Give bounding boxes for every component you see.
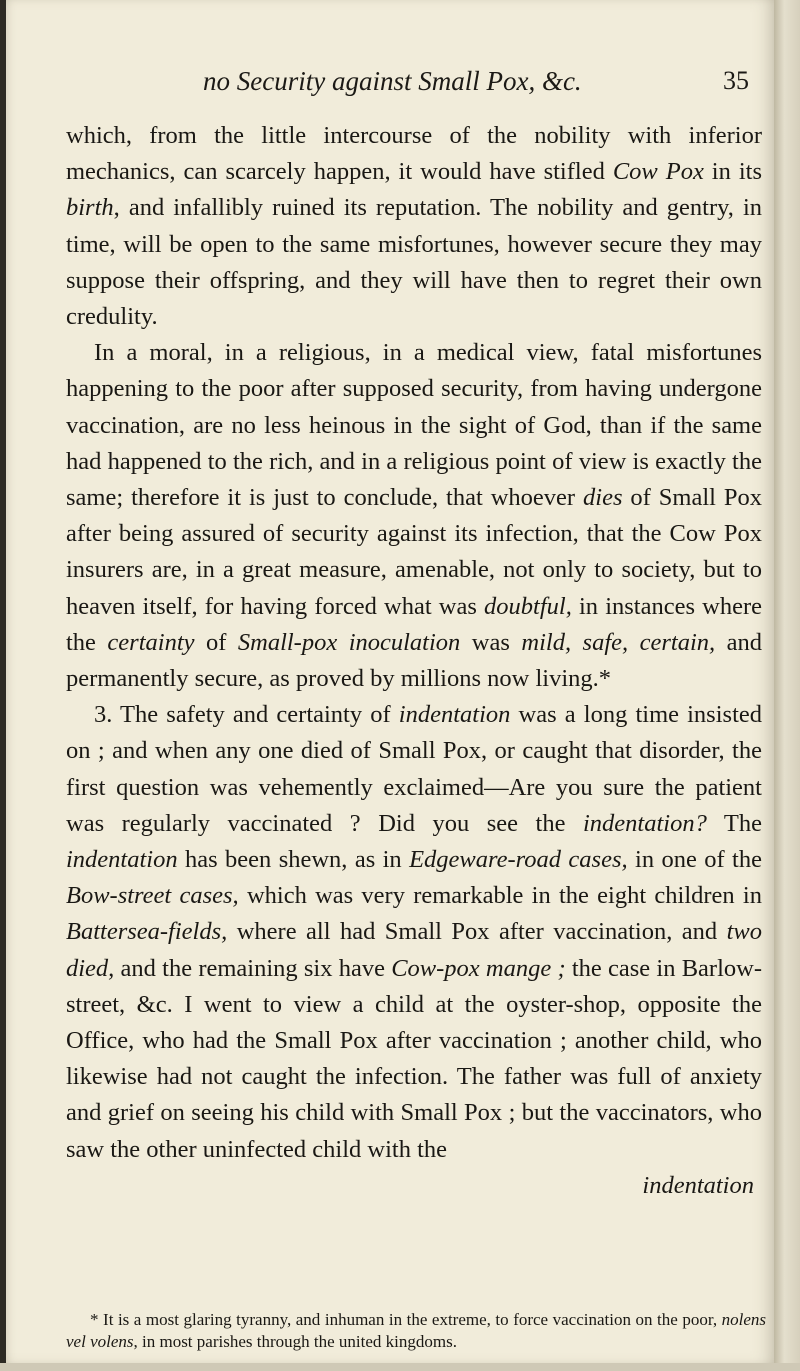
text-run: , and infallibly ruined its reputation. The nobility and gentry, in time, will be open to the same misfortunes, however secure they may suppose their offspring, and they will have then to regret their own credulity. (66, 194, 762, 331)
italic-text: indentation (398, 701, 511, 729)
italic-text: certainty (107, 628, 195, 656)
text-run: has been shewn, as in (177, 846, 410, 874)
text-run: which was very remarkable in the eight children in (238, 882, 762, 910)
running-title: no Security against Small Pox, &c. (203, 66, 582, 96)
text-run: , in most parishes through the united kingdoms. (133, 1332, 457, 1351)
text-run: and permanently secure, as proved by millions now living.* (66, 628, 763, 693)
footnote (66, 1309, 766, 1353)
text-run: the case in Barlow-street, &c. I went to view a child at the oyster-shop, opposite the Office, who had the Small Pox after vaccination ; another child, who likewise had not caught the infection. The father was full of anxiety and grief on seeing his child with Small Pox ; but the vaccinators, who saw the other uninfected child with the (66, 954, 762, 1163)
italic-text: Small-pox inoculation (237, 628, 461, 656)
paragraph-indentation (66, 697, 762, 1168)
text-run: in one of the (627, 846, 762, 874)
italic-text: dies (583, 484, 623, 512)
italic-text: Cow-pox mange ; (391, 954, 566, 982)
text-run: was a long time insisted on ; and when any one died of Small Pox, or caught that disorder, the first question was vehemently exclaimed—Are you sure the patient was regularly vaccinated ? Did you see the (66, 701, 762, 837)
page-bottom-edge (0, 1363, 800, 1371)
page-number: 35 (723, 66, 749, 95)
italic-text: indentation (66, 846, 178, 874)
italic-text: Battersea-fields, (66, 918, 228, 946)
italic-text: Bow-street cases, (66, 882, 239, 910)
text-run: was (460, 628, 522, 656)
italic-text: two died, (66, 918, 762, 982)
text-run: of Small Pox after being assured of security against its infection, that the Cow Pox insurers are, in a great measure, amenable, not only to society, but to heaven itself, for having forced what was (66, 484, 762, 620)
text-run: where all had Small Pox after vaccination, and (227, 918, 727, 946)
italic-text: mild, safe, certain, (521, 628, 716, 656)
text-run: in its (703, 158, 762, 186)
text-run: in instances where the (66, 592, 762, 656)
text-run: which, from the little intercourse of the nobility with inferior mechanics, can scarcely happen, it would have stifled (66, 122, 762, 186)
page-edge-shadow (774, 0, 800, 1371)
catchword: indentation (642, 1171, 754, 1199)
page-header (6, 66, 774, 102)
italic-text: Cow Pox (612, 158, 704, 186)
italic-text: birth (66, 194, 114, 222)
text-run: In a moral, in a religious, in a medical view, fatal misfortunes happening to the poor after supposed security, from having undergone vaccination, are no less heinous in the sight of God, than if the same had happened to the rich, and in a religious point of view is exactly the same; therefore it is just to conclude, that whoever (66, 339, 762, 512)
text-run: of (194, 628, 238, 656)
italic-text: Edgeware-road cases, (409, 846, 628, 874)
italic-text: indentation? (582, 809, 707, 837)
paragraph-continuation (66, 118, 762, 335)
italic-text: doubtful, (484, 592, 572, 620)
italic-text: nolens vel volens (66, 1310, 766, 1351)
paragraph-moral-view (66, 335, 762, 697)
text-run: * It is a most glaring tyranny, and inhuman in the extreme, to force vaccination on the poor, (90, 1310, 722, 1329)
text-run: 3. The safety and certainty of (94, 701, 399, 729)
main-text (66, 118, 762, 1204)
book-page (6, 0, 774, 1363)
text-run: and the remaining six have (114, 954, 392, 982)
text-run: The (706, 809, 762, 837)
